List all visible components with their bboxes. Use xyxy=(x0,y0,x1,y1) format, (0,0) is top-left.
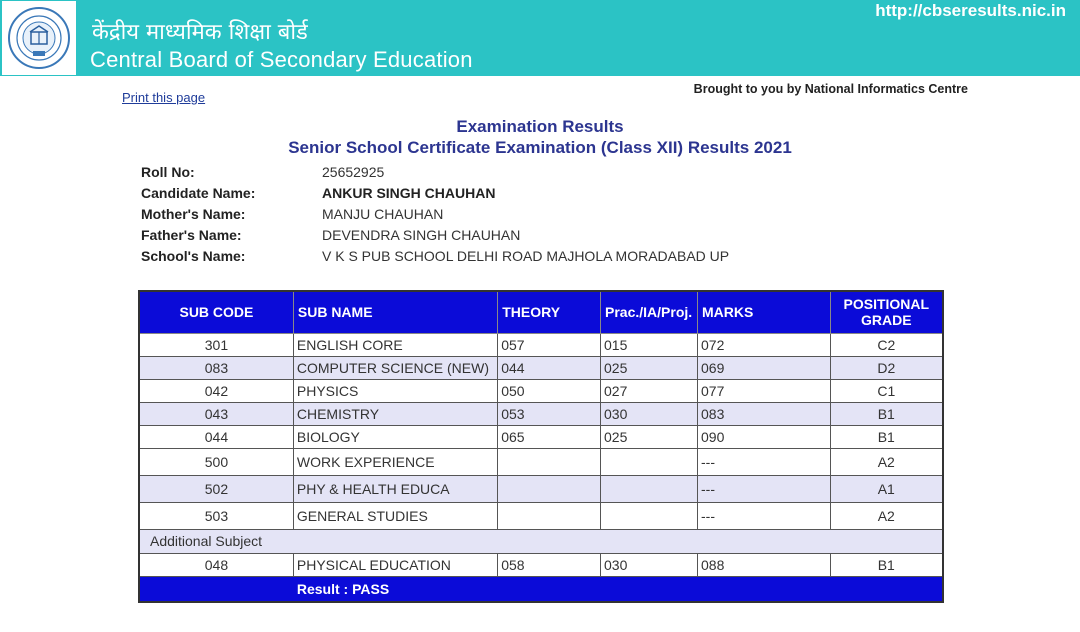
sub-code-cell: 500 xyxy=(139,448,293,475)
marks-cell: --- xyxy=(698,502,831,529)
marks-header: MARKS xyxy=(698,291,831,333)
roll-row xyxy=(141,161,729,182)
table-row xyxy=(139,553,943,576)
sub-name-cell: PHYSICAL EDUCATION xyxy=(293,553,497,576)
exam-subtitle: Senior School Certificate Examination (Class XII) Results 2021 xyxy=(288,138,792,157)
result-label: Result : xyxy=(296,580,349,597)
prac-cell xyxy=(601,448,698,475)
grade-header xyxy=(830,291,943,333)
theory-cell: 050 xyxy=(498,379,601,402)
marks-cell: 088 xyxy=(698,553,831,576)
theory-cell: 053 xyxy=(498,402,601,425)
roll-value: 25652925 xyxy=(322,163,385,180)
sub-name-cell: ENGLISH CORE xyxy=(293,333,497,356)
prac-cell: 030 xyxy=(601,402,698,425)
sub-code-cell: 044 xyxy=(139,425,293,448)
marks-cell: 083 xyxy=(698,402,831,425)
theory-cell: 044 xyxy=(498,356,601,379)
result-cell xyxy=(293,576,943,602)
prac-cell: 025 xyxy=(601,425,698,448)
sub-name-cell: PHYSICS xyxy=(293,379,497,402)
mother-name-row xyxy=(141,203,729,224)
sub-code-cell: 048 xyxy=(139,553,293,576)
theory-cell xyxy=(498,448,601,475)
grade-cell: B1 xyxy=(830,425,943,448)
sub-name-cell: BIOLOGY xyxy=(293,425,497,448)
candidate-name-value: ANKUR SINGH CHAUHAN xyxy=(322,184,496,201)
theory-header: THEORY xyxy=(498,291,601,333)
grade-cell: B1 xyxy=(830,402,943,425)
cbse-logo xyxy=(2,1,76,75)
additional-subject-label: Additional Subject xyxy=(139,529,943,553)
mother-name-label: Mother's Name: xyxy=(141,205,246,222)
candidate-name-label: Candidate Name: xyxy=(141,184,256,201)
sub-name-cell: CHEMISTRY xyxy=(293,402,497,425)
roll-label: Roll No: xyxy=(141,163,195,180)
additional-subject-row xyxy=(139,529,943,553)
table-header-row xyxy=(139,291,943,333)
table-row xyxy=(139,356,943,379)
theory-cell xyxy=(498,502,601,529)
result-value: PASS xyxy=(352,580,390,597)
prac-cell xyxy=(601,502,698,529)
grade-cell: D2 xyxy=(830,356,943,379)
theory-cell: 057 xyxy=(498,333,601,356)
site-header xyxy=(0,0,1080,76)
grade-cell: A2 xyxy=(830,448,943,475)
sub-name-header: SUB NAME xyxy=(293,291,497,333)
father-name-label: Father's Name: xyxy=(141,226,242,243)
print-page-link[interactable]: Print this page xyxy=(122,90,206,105)
marks-cell: --- xyxy=(698,448,831,475)
exam-title: Examination Results xyxy=(456,117,624,136)
sub-code-cell: 083 xyxy=(139,356,293,379)
grade-cell: C2 xyxy=(830,333,943,356)
candidate-info xyxy=(141,161,729,266)
sub-name-cell: GENERAL STUDIES xyxy=(293,502,497,529)
table-row xyxy=(139,502,943,529)
sub-name-cell: COMPUTER SCIENCE (NEW) xyxy=(293,356,497,379)
school-name-row xyxy=(141,245,729,266)
table-row xyxy=(139,379,943,402)
grade-cell: B1 xyxy=(830,553,943,576)
theory-cell: 058 xyxy=(498,553,601,576)
sub-code-cell: 503 xyxy=(139,502,293,529)
results-table xyxy=(138,290,944,603)
school-name-label: School's Name: xyxy=(141,247,246,264)
english-board-title: Central Board of Secondary Education xyxy=(90,47,473,72)
father-name-value: DEVENDRA SINGH CHAUHAN xyxy=(322,226,521,243)
marks-cell: --- xyxy=(698,475,831,502)
theory-cell: 065 xyxy=(498,425,601,448)
sub-code-cell: 301 xyxy=(139,333,293,356)
table-row xyxy=(139,425,943,448)
marks-cell: 077 xyxy=(698,379,831,402)
grade-cell: A1 xyxy=(830,475,943,502)
prac-header: Prac./IA/Proj. xyxy=(601,291,698,333)
marks-cell: 090 xyxy=(698,425,831,448)
prac-cell: 015 xyxy=(601,333,698,356)
sub-code-cell: 043 xyxy=(139,402,293,425)
site-url: http://cbseresults.nic.in xyxy=(875,1,1066,20)
prac-cell: 030 xyxy=(601,553,698,576)
marks-cell: 069 xyxy=(698,356,831,379)
grade-header-line1: POSITIONAL xyxy=(843,296,930,313)
grade-header-line2: GRADE xyxy=(861,312,912,329)
table-row xyxy=(139,402,943,425)
sub-code-header: SUB CODE xyxy=(139,291,293,333)
table-row xyxy=(139,448,943,475)
grade-cell: A2 xyxy=(830,502,943,529)
result-row xyxy=(139,576,943,602)
hindi-board-title: केंद्रीय माध्यमिक शिक्षा बोर्ड xyxy=(92,20,308,45)
sub-code-cell: 502 xyxy=(139,475,293,502)
sub-code-cell: 042 xyxy=(139,379,293,402)
table-row xyxy=(139,475,943,502)
prac-cell: 027 xyxy=(601,379,698,402)
table-row xyxy=(139,333,943,356)
theory-cell xyxy=(498,475,601,502)
nic-credit: Brought to you by National Informatics Centre xyxy=(693,82,968,96)
school-name-value: V K S PUB SCHOOL DELHI ROAD MAJHOLA MORADABAD UP xyxy=(322,247,730,264)
marks-cell: 072 xyxy=(698,333,831,356)
prac-cell: 025 xyxy=(601,356,698,379)
prac-cell xyxy=(601,475,698,502)
grade-cell: C1 xyxy=(830,379,943,402)
candidate-name-row xyxy=(141,182,729,203)
result-spacer xyxy=(139,576,293,602)
father-name-row xyxy=(141,224,729,245)
mother-name-value: MANJU CHAUHAN xyxy=(322,205,444,222)
sub-name-cell: PHY & HEALTH EDUCA xyxy=(293,475,497,502)
cbse-emblem-icon xyxy=(6,5,72,71)
sub-name-cell: WORK EXPERIENCE xyxy=(293,448,497,475)
